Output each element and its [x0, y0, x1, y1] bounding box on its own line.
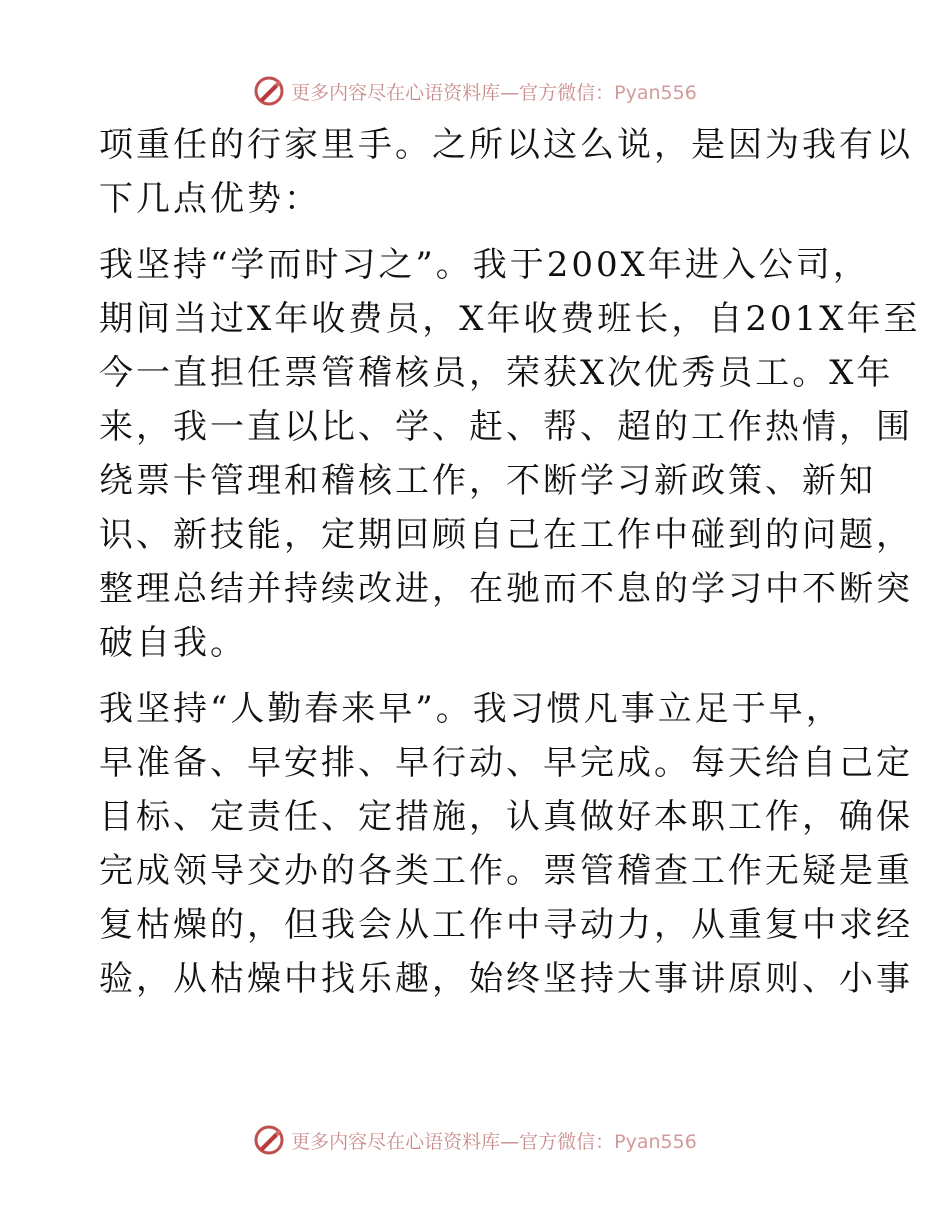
text-line: 下几点优势：: [99, 179, 321, 219]
text-line: 今一直担任票管稽核员，荣获X次优秀员工。X年: [99, 353, 894, 393]
text-line: 识、新技能，定期回顾自己在工作中碰到的问题，: [99, 515, 913, 555]
header-watermark-account: Pyan556: [614, 81, 697, 104]
header-watermark: [0, 71, 950, 111]
text-line: 我坚持“学而时习之”。我于200X年进入公司，: [99, 245, 870, 285]
text-line: 破自我。: [99, 623, 247, 663]
text-line: 来，我一直以比、学、赶、帮、超的工作热情，围: [99, 407, 913, 447]
text-line: 验，从枯燥中找乐趣，始终坚持大事讲原则、小事: [99, 959, 913, 999]
text-line: 复枯燥的，但我会从工作中寻动力，从重复中求经: [99, 905, 913, 945]
footer-watermark-account: Pyan556: [614, 1130, 697, 1153]
text-line: 我坚持“人勤春来早”。我习惯凡事立足于早，: [99, 689, 843, 729]
pen-logo-icon: [253, 1124, 285, 1156]
paragraph-1: [99, 118, 913, 226]
paragraph-3: [99, 682, 913, 1006]
text-line: 目标、定责任、定措施，认真做好本职工作，确保: [99, 797, 913, 837]
text-line: 早准备、早安排、早行动、早完成。每天给自己定: [99, 743, 913, 783]
footer-watermark-text: 更多内容尽在心语资料库—官方微信：Pyan556: [291, 1130, 697, 1153]
text-line: 整理总结并持续改进，在驰而不息的学习中不断突: [99, 569, 913, 609]
footer-watermark: [0, 1120, 950, 1160]
document-body: [99, 118, 921, 1006]
paragraph-2: [99, 238, 921, 670]
text-line: 完成领导交办的各类工作。票管稽查工作无疑是重: [99, 851, 913, 891]
text-line: 期间当过X年收费员，X年收费班长，自201X年至: [99, 299, 921, 339]
header-watermark-text: 更多内容尽在心语资料库—官方微信：Pyan556: [291, 81, 697, 104]
pen-logo-icon: [253, 75, 285, 107]
text-line: 绕票卡管理和稽核工作，不断学习新政策、新知: [99, 461, 876, 501]
text-line: 项重任的行家里手。之所以这么说，是因为我有以: [99, 125, 913, 165]
